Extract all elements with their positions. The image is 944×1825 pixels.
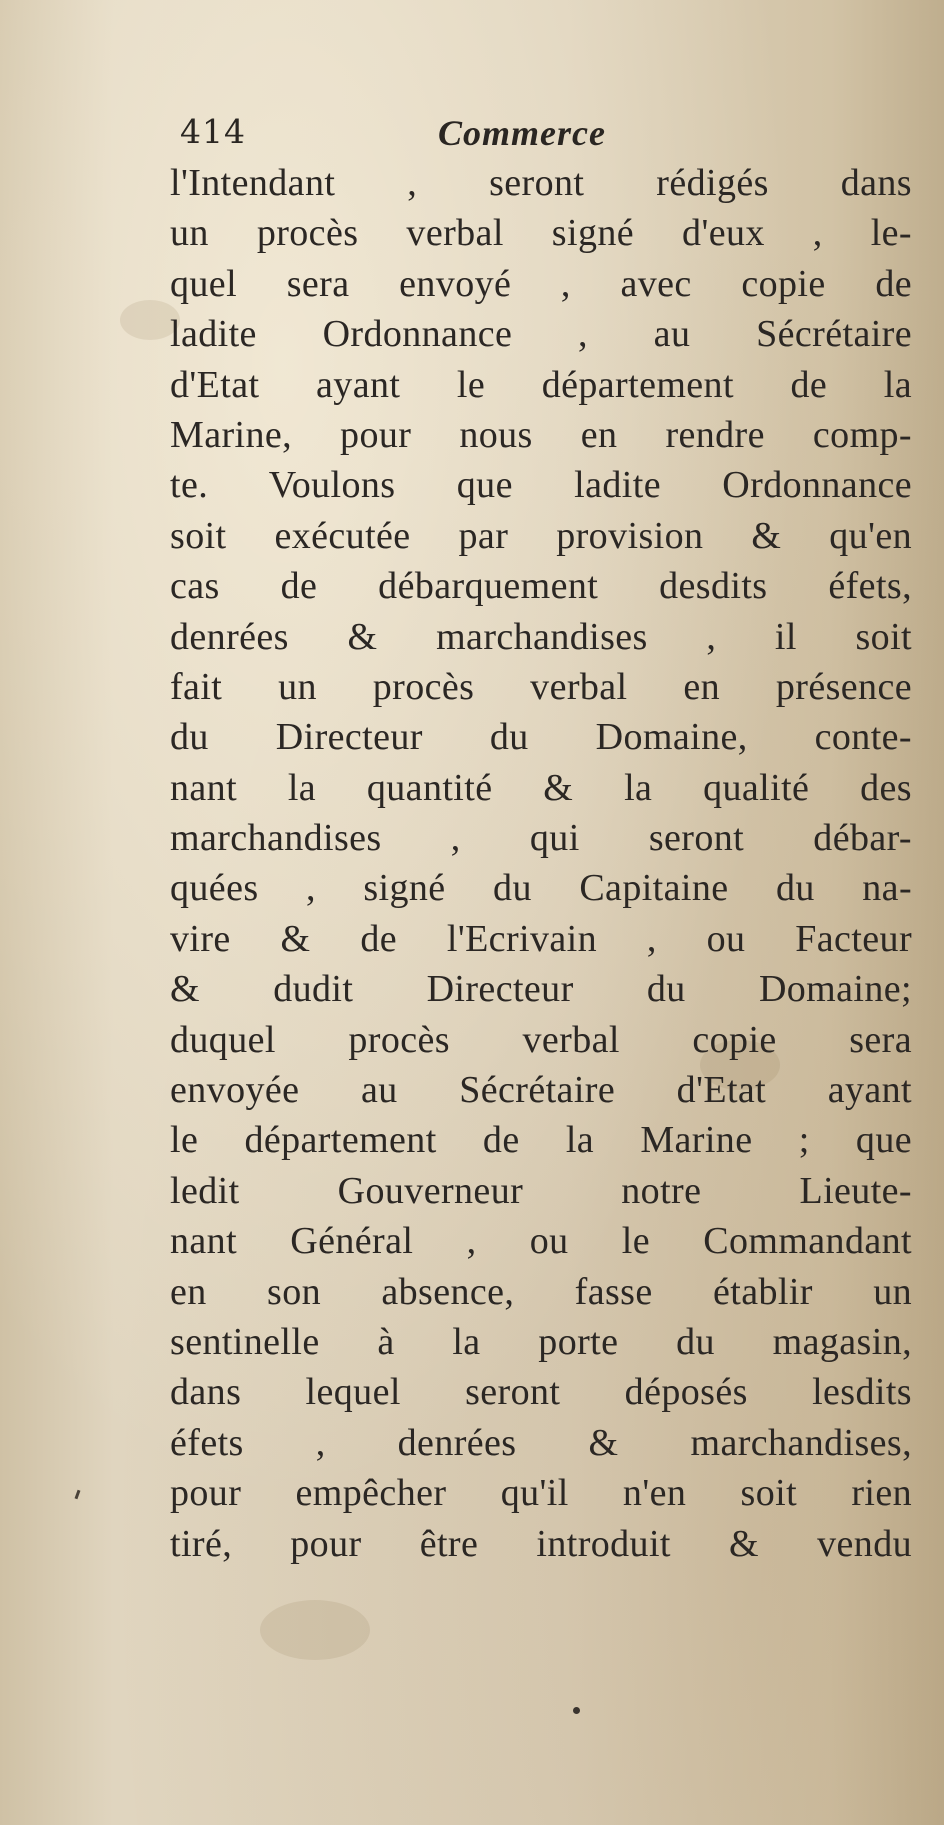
text-line: marchandises , qui seront débar- [170,817,912,860]
text-line: sentinelle à la porte du magasin, [170,1320,912,1363]
text-line: tiré, pour être introduit & vendu [170,1522,912,1565]
text-line: denrées & marchandises , il soit [170,615,912,658]
page-number: 414 [180,112,246,151]
text-line: un procès verbal signé d'eux , le- [170,212,912,255]
running-head [180,112,650,162]
ink-mark [75,1490,81,1499]
running-title: Commerce [438,113,606,153]
text-line: fait un procès verbal en présence [170,665,912,708]
text-line: envoyée au Sécrétaire d'Etat ayant [170,1069,912,1112]
text-line: du Directeur du Domaine, conte- [170,716,912,759]
paper-stain [260,1600,370,1660]
text-line: ladite Ordonnance , au Sécrétaire [170,313,912,356]
text-line: soit exécutée par provision & qu'en [170,514,912,557]
text-line: duquel procès verbal copie sera [170,1018,912,1061]
ink-dot [573,1707,580,1714]
text-line: pour empêcher qu'il n'en soit rien [170,1472,912,1515]
text-line: & dudit Directeur du Domaine; [170,968,912,1011]
text-line: quées , signé du Capitaine du na- [170,867,912,910]
text-line: d'Etat ayant le département de la [170,363,912,406]
text-line: le département de la Marine ; que [170,1119,912,1162]
text-line: ledit Gouverneur notre Lieute- [170,1169,912,1212]
text-line: Marine, pour nous en rendre comp- [170,413,912,456]
text-line: cas de débarquement desdits éfets, [170,565,912,608]
text-line: nant Général , ou le Commandant [170,1220,912,1263]
text-line: nant la quantité & la qualité des [170,766,912,809]
text-line: vire & de l'Ecrivain , ou Facteur [170,917,912,960]
text-line: quel sera envoyé , avec copie de [170,262,912,305]
text-line: te. Voulons que ladite Ordonnance [170,464,912,507]
text-line: dans lequel seront déposés lesdits [170,1371,912,1414]
text-line: l'Intendant , seront rédigés dans [170,162,912,204]
text-line: en son absence, fasse établir un [170,1270,912,1313]
body-text [170,158,912,1569]
text-line: éfets , denrées & marchandises, [170,1421,912,1464]
